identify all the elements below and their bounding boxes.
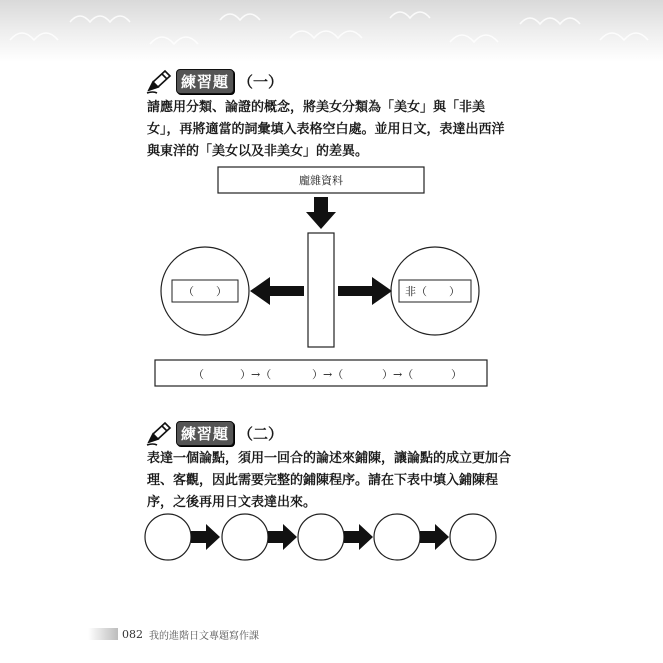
arrow-right-icon — [344, 524, 373, 550]
left-blank-label: （ ） — [183, 285, 227, 298]
sequence-part-1: （ — [193, 368, 204, 381]
footer-bar — [88, 628, 118, 640]
page-footer — [88, 626, 259, 642]
arrow-right-icon — [191, 524, 220, 550]
step-circle-2 — [222, 514, 268, 560]
source-data-label: 龐雜資料 — [299, 174, 343, 187]
arrow-right-icon — [268, 524, 297, 550]
sequence-part-4: ）→（ — [382, 368, 414, 381]
exercise-number: （二） — [238, 424, 284, 443]
exercise-number: （一） — [238, 72, 284, 91]
arrow-right-icon — [420, 524, 449, 550]
book-title: 我的進階日文專題寫作課 — [149, 630, 259, 642]
sequence-part-5: ） — [451, 368, 462, 381]
exercise1-instruction: 請應用分類、論證的概念，將美女分類為「美女」與「非美女」，再將適當的詞彙填入表格空白處。並用日文，表達出西洋與東洋的「美女以及非美女」的差異。 — [147, 100, 505, 159]
exercise-badge: 練習題 — [176, 69, 234, 94]
step-circle-5 — [450, 514, 496, 560]
sequence-part-3: ）→（ — [312, 368, 344, 381]
page-number: 082 — [122, 627, 143, 641]
sequence-part-2: ）→（ — [240, 368, 272, 381]
right-blank-label: 非（ ） — [405, 285, 460, 298]
step-circle-1 — [145, 514, 191, 560]
step-circle-3 — [298, 514, 344, 560]
step-circle-4 — [374, 514, 420, 560]
exercise-badge: 練習題 — [176, 421, 234, 446]
exercise2-instruction: 表達一個論點，須用一回合的論述來鋪陳，讓論點的成立更加合理、客觀，因此需要完整的鋪陳程序。請在下表中填入鋪陳程序，之後再用日文表達出來。 — [147, 451, 512, 510]
